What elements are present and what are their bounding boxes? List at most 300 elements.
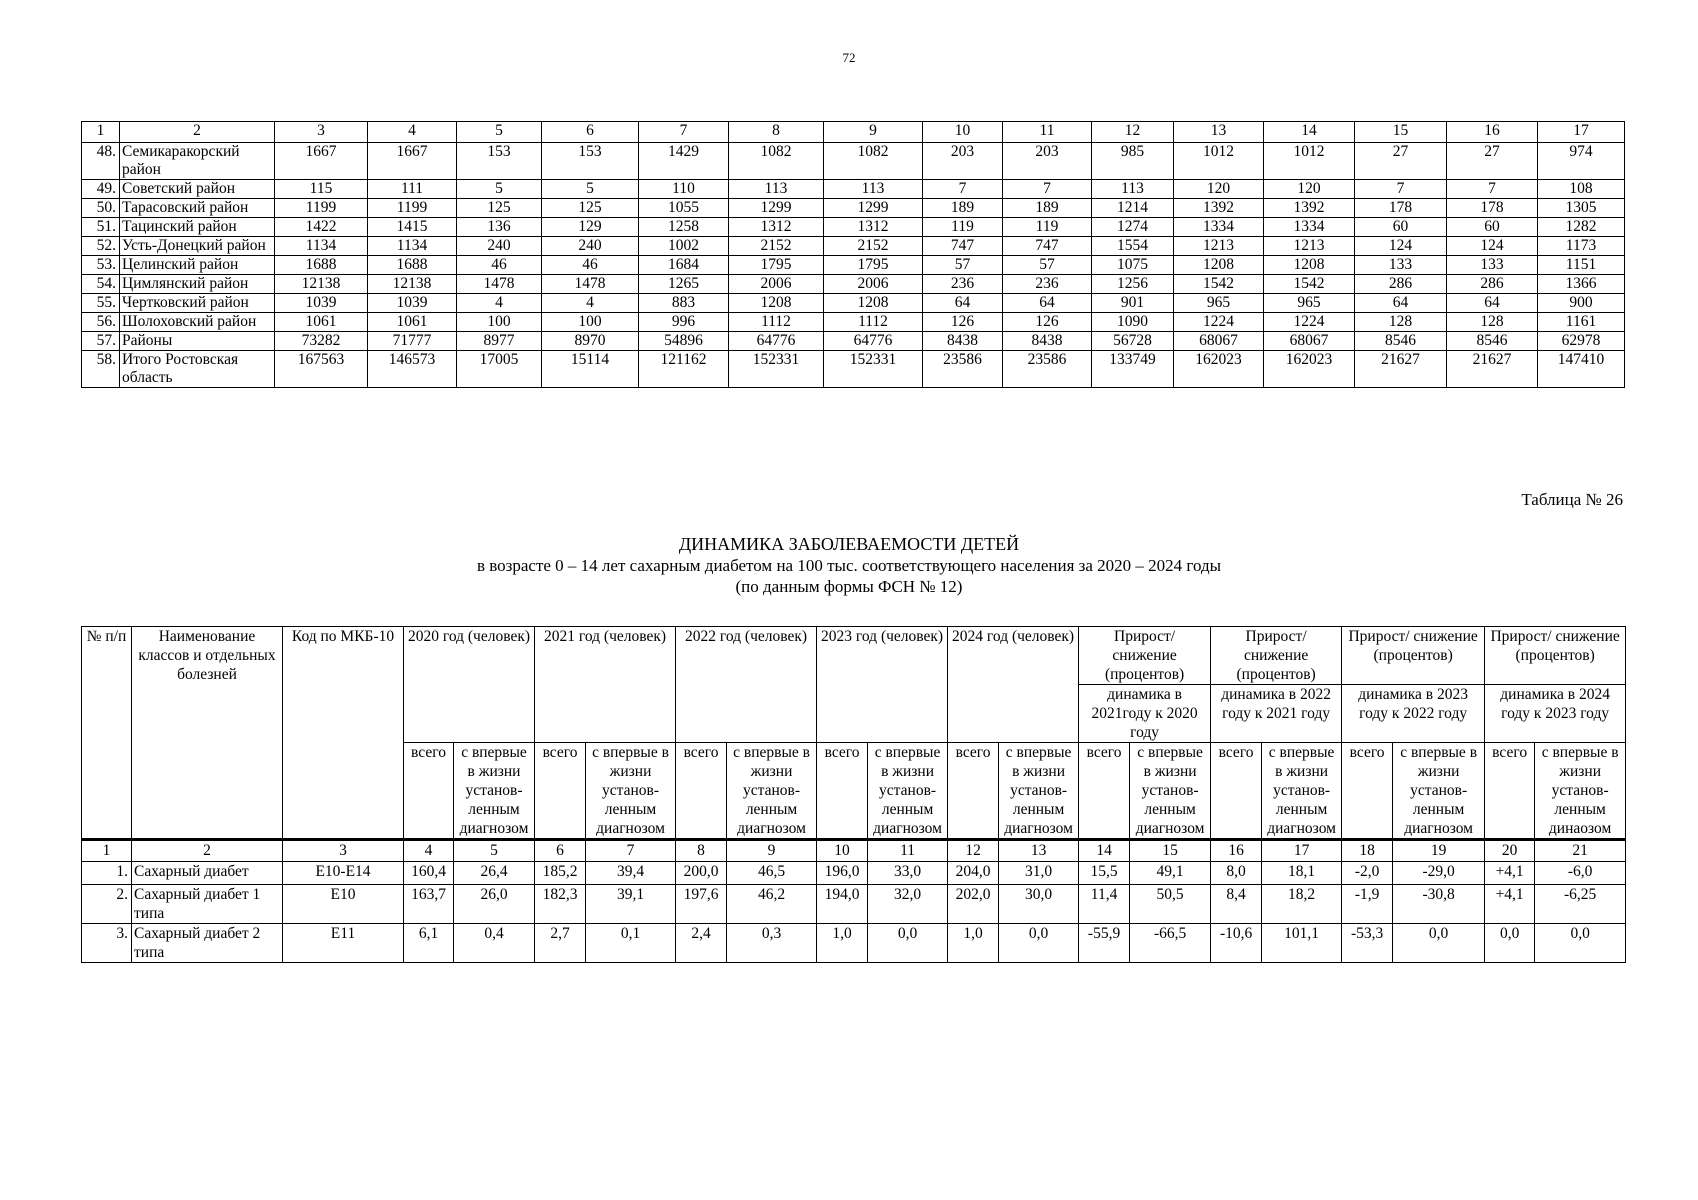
column-number: 12 (1092, 122, 1174, 143)
header-total: всего (817, 743, 868, 840)
column-number: 20 (1485, 840, 1535, 862)
table-cell: 1055 (639, 199, 729, 218)
icd-code: Е11 (283, 924, 404, 963)
table-cell: -10,6 (1211, 924, 1262, 963)
table-cell: 202,0 (948, 885, 999, 924)
table-cell: 0,0 (1393, 924, 1485, 963)
table-cell: 286 (1447, 275, 1538, 294)
table-cell: 167563 (275, 351, 368, 388)
header-year-2021: 2021 год (человек) (535, 627, 676, 743)
table-cell: 0,0 (1485, 924, 1535, 963)
column-number: 2 (132, 840, 283, 862)
district-name: Тацинский район (120, 218, 275, 237)
table-cell: 1334 (1264, 218, 1355, 237)
table-cell: 71777 (368, 332, 457, 351)
table-cell: 0,0 (999, 924, 1079, 963)
table-cell: 7 (1355, 180, 1447, 199)
table-cell: 162023 (1264, 351, 1355, 388)
table-cell: 33,0 (868, 862, 948, 885)
table-cell: 8,0 (1211, 862, 1262, 885)
header-year-2022: 2022 год (человек) (676, 627, 817, 743)
table-cell: 120 (1264, 180, 1355, 199)
table-cell: 15,5 (1079, 862, 1130, 885)
header-total: всего (404, 743, 454, 840)
table-cell: 11,4 (1079, 885, 1130, 924)
table-cell: 1554 (1092, 237, 1174, 256)
table-cell: 39,4 (586, 862, 676, 885)
table-cell: 111 (368, 180, 457, 199)
table-cell: 128 (1355, 313, 1447, 332)
district-name: Советский район (120, 180, 275, 199)
table-cell: 115 (275, 180, 368, 199)
header-first-diagnosed: с впервые в жизни установ-ленным диагнозом (1393, 743, 1485, 840)
row-number: 1. (82, 862, 132, 885)
table-cell: 1429 (639, 143, 729, 180)
header-first-diagnosed: с впервые в жизни установ-ленным диагнозом (868, 743, 948, 840)
table-heading (0, 534, 1698, 597)
table-cell: 189 (1003, 199, 1092, 218)
table-cell: 6,1 (404, 924, 454, 963)
table-cell: 1795 (729, 256, 824, 275)
header-total: всего (1342, 743, 1393, 840)
column-number: 7 (639, 122, 729, 143)
table-cell: 0,3 (727, 924, 817, 963)
table-row (82, 218, 1625, 237)
table-cell: 1688 (275, 256, 368, 275)
table-cell: 26,4 (454, 862, 535, 885)
table-cell: 1134 (368, 237, 457, 256)
table-cell: 113 (1092, 180, 1174, 199)
table-cell: 203 (1003, 143, 1092, 180)
table-cell: 1112 (824, 313, 923, 332)
table-cell: 113 (824, 180, 923, 199)
column-number: 12 (948, 840, 999, 862)
column-number: 15 (1355, 122, 1447, 143)
table-cell: 27 (1355, 143, 1447, 180)
table-cell: 8970 (542, 332, 639, 351)
column-number: 3 (275, 122, 368, 143)
table-cell: 1795 (824, 256, 923, 275)
table-cell: 124 (1447, 237, 1538, 256)
table-cell: 1161 (1538, 313, 1625, 332)
table-cell: 15114 (542, 351, 639, 388)
row-number: 52. (82, 237, 120, 256)
column-number: 21 (1535, 840, 1626, 862)
table-cell: 12138 (275, 275, 368, 294)
district-name: Усть-Донецкий район (120, 237, 275, 256)
table-cell: 1542 (1174, 275, 1264, 294)
district-name: Шолоховский район (120, 313, 275, 332)
table-cell: 121162 (639, 351, 729, 388)
table-cell: 46,2 (727, 885, 817, 924)
table-cell: 60 (1447, 218, 1538, 237)
column-number: 1 (82, 122, 120, 143)
table-cell: 64 (923, 294, 1003, 313)
column-number: 6 (535, 840, 586, 862)
table-cell: 1392 (1174, 199, 1264, 218)
column-number: 17 (1262, 840, 1342, 862)
table-cell: 203 (923, 143, 1003, 180)
table-cell: 153 (542, 143, 639, 180)
column-number: 13 (1174, 122, 1264, 143)
table-cell: 125 (542, 199, 639, 218)
table-cell: 1012 (1174, 143, 1264, 180)
table-cell: 1684 (639, 256, 729, 275)
column-number: 8 (729, 122, 824, 143)
table-cell: 1039 (275, 294, 368, 313)
header-total: всего (676, 743, 727, 840)
table-cell: 100 (457, 313, 542, 332)
column-number: 10 (817, 840, 868, 862)
column-number: 8 (676, 840, 727, 862)
column-number: 7 (586, 840, 676, 862)
table-cell: 1151 (1538, 256, 1625, 275)
table-row (82, 143, 1625, 180)
row-number: 50. (82, 199, 120, 218)
header-num: № п/п (82, 627, 132, 840)
table-cell: 31,0 (999, 862, 1079, 885)
header-total: всего (1079, 743, 1130, 840)
table-cell: 124 (1355, 237, 1447, 256)
row-number: 48. (82, 143, 120, 180)
table-cell: 12138 (368, 275, 457, 294)
table-cell: 2152 (729, 237, 824, 256)
row-number: 56. (82, 313, 120, 332)
table-cell: 18,1 (1262, 862, 1342, 885)
table-cell: 64 (1447, 294, 1538, 313)
header-total: всего (535, 743, 586, 840)
table-cell: 1224 (1174, 313, 1264, 332)
table-cell: 182,3 (535, 885, 586, 924)
table-cell: 8438 (1003, 332, 1092, 351)
table-cell: 7 (1447, 180, 1538, 199)
table-cell: 1688 (368, 256, 457, 275)
table-cell: 1667 (275, 143, 368, 180)
table-cell: 1312 (824, 218, 923, 237)
column-number: 2 (120, 122, 275, 143)
table-cell: 126 (1003, 313, 1092, 332)
column-number: 11 (1003, 122, 1092, 143)
table-cell: -1,9 (1342, 885, 1393, 924)
column-number: 16 (1211, 840, 1262, 862)
table-cell: 17005 (457, 351, 542, 388)
table-cell: 204,0 (948, 862, 999, 885)
table-cell: 1366 (1538, 275, 1625, 294)
district-name: Целинский район (120, 256, 275, 275)
table-cell: 236 (923, 275, 1003, 294)
table-cell: 57 (923, 256, 1003, 275)
heading-subtitle: в возрасте 0 – 14 лет сахарным диабетом на 100 тыс. соответствующего населения за 2020 – 2024 годы (476, 556, 1222, 575)
table-cell: 46 (457, 256, 542, 275)
header-first-diagnosed: с впервые в жизни установ-ленным динаозом (1535, 743, 1626, 840)
table-cell: 240 (457, 237, 542, 256)
row-number: 54. (82, 275, 120, 294)
table-cell: 8977 (457, 332, 542, 351)
page-number: 72 (842, 50, 856, 65)
row-number: 51. (82, 218, 120, 237)
table-cell: 64 (1355, 294, 1447, 313)
disease-name: Сахарный диабет 1 типа (132, 885, 283, 924)
table-cell: -29,0 (1393, 862, 1485, 885)
table-cell: 1,0 (948, 924, 999, 963)
row-number: 2. (82, 885, 132, 924)
column-number: 15 (1130, 840, 1211, 862)
table-cell: -55,9 (1079, 924, 1130, 963)
row-number: 53. (82, 256, 120, 275)
table-row (82, 294, 1625, 313)
table-cell: 152331 (824, 351, 923, 388)
table-cell: 1012 (1264, 143, 1355, 180)
header-code: Код по МКБ-10 (283, 627, 404, 840)
table-cell: 1075 (1092, 256, 1174, 275)
table-cell: -2,0 (1342, 862, 1393, 885)
table-cell: 49,1 (1130, 862, 1211, 885)
table-cell: 2152 (824, 237, 923, 256)
header-dynamics: динамика в 2022 году к 2021 году (1211, 685, 1342, 743)
table-cell: 1282 (1538, 218, 1625, 237)
table-cell: 108 (1538, 180, 1625, 199)
table-row (82, 275, 1625, 294)
table-cell: 1274 (1092, 218, 1174, 237)
table-cell: 1213 (1264, 237, 1355, 256)
table-cell: 64776 (729, 332, 824, 351)
table-row (82, 885, 1626, 924)
table-cell: 56728 (1092, 332, 1174, 351)
district-name: Тарасовский район (120, 199, 275, 218)
table-cell: 1199 (368, 199, 457, 218)
table-cell: 7 (1003, 180, 1092, 199)
table-cell: 163,7 (404, 885, 454, 924)
table-cell: 39,1 (586, 885, 676, 924)
header-growth: Прирост/ снижение (процентов) (1342, 627, 1485, 685)
table-cell: 126 (923, 313, 1003, 332)
table-cell: 1199 (275, 199, 368, 218)
header-first-diagnosed: с впервые в жизни установ-ленным диагнозом (727, 743, 817, 840)
table-cell: 21627 (1355, 351, 1447, 388)
table-cell: 57 (1003, 256, 1092, 275)
table-cell: 62978 (1538, 332, 1625, 351)
header-growth: Прирост/ снижение (процентов) (1079, 627, 1211, 685)
table-cell: 1002 (639, 237, 729, 256)
table-cell: 1061 (275, 313, 368, 332)
table-cell: 113 (729, 180, 824, 199)
table-cell: 101,1 (1262, 924, 1342, 963)
district-name: Чертковский район (120, 294, 275, 313)
column-number: 9 (727, 840, 817, 862)
table-cell: 1208 (1264, 256, 1355, 275)
table-row (82, 924, 1626, 963)
column-number: 13 (999, 840, 1079, 862)
header-first-diagnosed: с впервые в жизни установ-ленным диагнозом (1262, 743, 1342, 840)
column-number: 4 (368, 122, 457, 143)
table-cell: 196,0 (817, 862, 868, 885)
table-row (82, 199, 1625, 218)
table-cell: -66,5 (1130, 924, 1211, 963)
table-cell: 1090 (1092, 313, 1174, 332)
table-cell: 128 (1447, 313, 1538, 332)
table-cell: 194,0 (817, 885, 868, 924)
table-cell: 4 (542, 294, 639, 313)
header-total: всего (1485, 743, 1535, 840)
table-cell: 100 (542, 313, 639, 332)
table-cell: 46 (542, 256, 639, 275)
header-first-diagnosed: с впервые в жизни установ-ленным диагнозом (454, 743, 535, 840)
table-cell: 2006 (824, 275, 923, 294)
table-cell: 8546 (1447, 332, 1538, 351)
disease-name: Сахарный диабет (132, 862, 283, 885)
table-cell: +4,1 (1485, 885, 1535, 924)
table-cell: 200,0 (676, 862, 727, 885)
table-cell: 996 (639, 313, 729, 332)
table-cell: 23586 (1003, 351, 1092, 388)
district-name: Цимлянский район (120, 275, 275, 294)
table-cell: 1256 (1092, 275, 1174, 294)
table-cell: 240 (542, 237, 639, 256)
column-number: 10 (923, 122, 1003, 143)
table-cell: 1214 (1092, 199, 1174, 218)
row-number: 57. (82, 332, 120, 351)
table-cell: 18,2 (1262, 885, 1342, 924)
header-year-2024: 2024 год (человек) (948, 627, 1079, 743)
table-cell: 133 (1355, 256, 1447, 275)
table-cell: 974 (1538, 143, 1625, 180)
table-cell: 1061 (368, 313, 457, 332)
table-cell: 1415 (368, 218, 457, 237)
table-row (82, 237, 1625, 256)
table-cell: 1312 (729, 218, 824, 237)
table-cell: 1208 (1174, 256, 1264, 275)
table-cell: 2006 (729, 275, 824, 294)
table-cell: 162023 (1174, 351, 1264, 388)
table-cell: 965 (1174, 294, 1264, 313)
heading-source: (по данным формы ФСН № 12) (735, 577, 963, 596)
table-cell: 189 (923, 199, 1003, 218)
table-cell: -30,8 (1393, 885, 1485, 924)
table-cell: 8,4 (1211, 885, 1262, 924)
table-row (82, 862, 1626, 885)
table-cell: 1208 (729, 294, 824, 313)
table-cell: 68067 (1174, 332, 1264, 351)
header-growth: Прирост/ снижение (процентов) (1485, 627, 1626, 685)
table-cell: 965 (1264, 294, 1355, 313)
table-cell: 129 (542, 218, 639, 237)
row-number: 55. (82, 294, 120, 313)
table-cell: 1392 (1264, 199, 1355, 218)
column-number: 5 (457, 122, 542, 143)
table-cell: 152331 (729, 351, 824, 388)
column-number: 11 (868, 840, 948, 862)
district-name: Районы (120, 332, 275, 351)
table-cell: 197,6 (676, 885, 727, 924)
table-cell: 901 (1092, 294, 1174, 313)
table-cell: 747 (923, 237, 1003, 256)
table-cell: 5 (457, 180, 542, 199)
table-cell: 54896 (639, 332, 729, 351)
column-number: 5 (454, 840, 535, 862)
disease-name: Сахарный диабет 2 типа (132, 924, 283, 963)
table-cell: 68067 (1264, 332, 1355, 351)
table-row (82, 351, 1625, 388)
table-cell: -6,0 (1535, 862, 1626, 885)
table-cell: 119 (1003, 218, 1092, 237)
row-number: 58. (82, 351, 120, 388)
table-cell: -6,25 (1535, 885, 1626, 924)
table-cell: 0,1 (586, 924, 676, 963)
header-dynamics: динамика в 2023 году к 2022 году (1342, 685, 1485, 743)
table-cell: 64 (1003, 294, 1092, 313)
table-cell: 1334 (1174, 218, 1264, 237)
column-number: 4 (404, 840, 454, 862)
table-cell: 8438 (923, 332, 1003, 351)
table-cell: 1082 (824, 143, 923, 180)
table-cell: 147410 (1538, 351, 1625, 388)
table-cell: +4,1 (1485, 862, 1535, 885)
table-cell: 110 (639, 180, 729, 199)
table-cell: 2,4 (676, 924, 727, 963)
header-year-2023: 2023 год (человек) (817, 627, 948, 743)
table-cell: 1265 (639, 275, 729, 294)
column-number: 9 (824, 122, 923, 143)
header-first-diagnosed: с впервые в жизни установ-ленным диагнозом (1130, 743, 1211, 840)
table-cell: 5 (542, 180, 639, 199)
table-cell: 0,4 (454, 924, 535, 963)
district-name: Семикаракорский район (120, 143, 275, 180)
table-cell: 178 (1447, 199, 1538, 218)
table-cell: 1082 (729, 143, 824, 180)
header-row (82, 122, 1625, 143)
table-cell: 23586 (923, 351, 1003, 388)
header-first-diagnosed: с впервые в жизни установ-ленным диагнозом (586, 743, 676, 840)
table-cell: 1478 (457, 275, 542, 294)
column-numbers-row (82, 840, 1626, 862)
table-cell: 136 (457, 218, 542, 237)
header-year-2020: 2020 год (человек) (404, 627, 535, 743)
table-cell: 73282 (275, 332, 368, 351)
table-cell: 1258 (639, 218, 729, 237)
column-number: 14 (1264, 122, 1355, 143)
table-cell: 0,0 (868, 924, 948, 963)
table-cell: 900 (1538, 294, 1625, 313)
table-cell: 27 (1447, 143, 1538, 180)
table-row (82, 256, 1625, 275)
table-cell: -53,3 (1342, 924, 1393, 963)
column-number: 19 (1393, 840, 1485, 862)
table-row (82, 180, 1625, 199)
district-table (81, 121, 1625, 388)
header-growth: Прирост/ снижение (процентов) (1211, 627, 1342, 685)
table-row (82, 313, 1625, 332)
table-cell: 747 (1003, 237, 1092, 256)
table-cell: 120 (1174, 180, 1264, 199)
icd-code: Е10 (283, 885, 404, 924)
table-cell: 1134 (275, 237, 368, 256)
table-cell: 4 (457, 294, 542, 313)
table-cell: 30,0 (999, 885, 1079, 924)
header-dynamics: динамика в 2024 году к 2023 году (1485, 685, 1626, 743)
table-cell: 985 (1092, 143, 1174, 180)
table-cell: 1224 (1264, 313, 1355, 332)
table-cell: 160,4 (404, 862, 454, 885)
column-number: 16 (1447, 122, 1538, 143)
header-first-diagnosed: с впервые в жизни установ-ленным диагнозом (999, 743, 1079, 840)
table-cell: 8546 (1355, 332, 1447, 351)
table-cell: 133 (1447, 256, 1538, 275)
table-cell: 1667 (368, 143, 457, 180)
table-cell: 50,5 (1130, 885, 1211, 924)
header-name: Наименование классов и отдельных болезней (132, 627, 283, 840)
table-cell: 26,0 (454, 885, 535, 924)
table-cell: 21627 (1447, 351, 1538, 388)
